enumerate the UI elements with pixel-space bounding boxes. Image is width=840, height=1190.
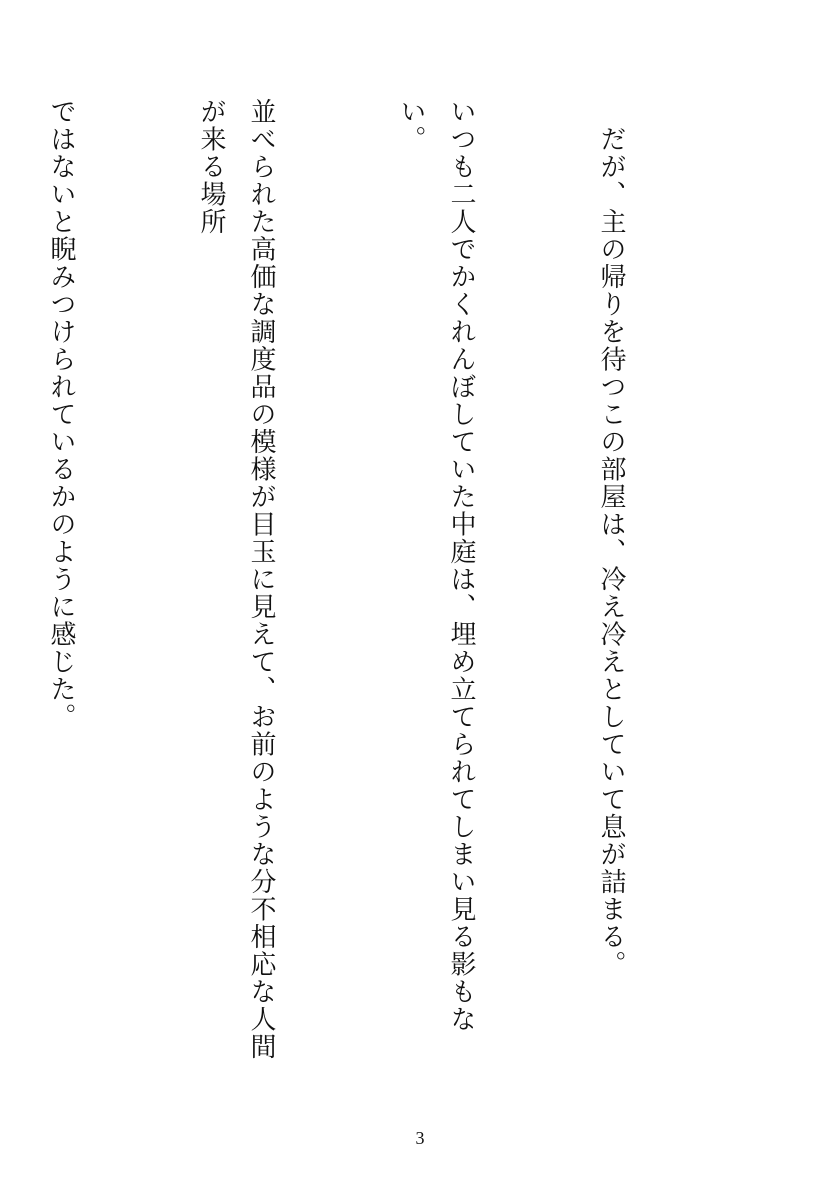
text-line-3: 並べられた高価な調度品の模様が目玉に見えて、お前のような分不相応な人間が来る場所 (196, 98, 276, 1061)
vertical-text-block (0, 98, 736, 1078)
text-line-2: いつも二人でかくれんぼしていた中庭は、埋め立てられてしまい見る影もない。 (396, 98, 476, 1033)
text-line-4: ではないと睨みつけられているかのように感じた。 (46, 98, 76, 731)
page-number: 3 (415, 1128, 425, 1148)
text-line-1: だが、主の帰りを待つこの部屋は、冷え冷えとしていて息が詰まる。 (596, 98, 626, 978)
